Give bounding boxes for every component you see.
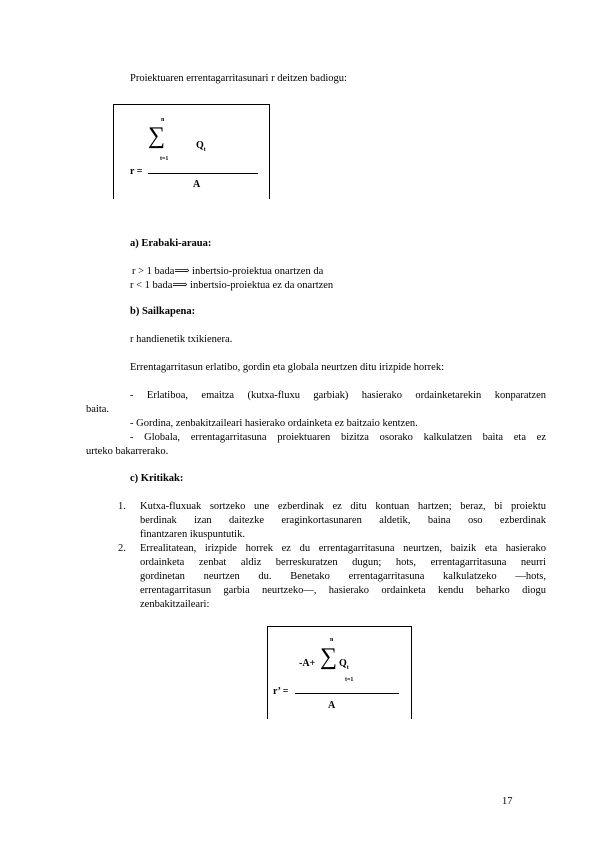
formula2-term: $Q_t$	[339, 658, 349, 671]
formula2-sum-lower: t=1	[345, 677, 354, 683]
formula1-sum-symbol: ∑	[148, 123, 166, 149]
critique-1-number: 1.	[118, 501, 126, 512]
formula2-prefix: -A+	[299, 658, 316, 669]
section-a-rule-2: r < 1 bada⟹ inbertsio-proiektua ez da onartzen	[130, 280, 334, 291]
formula2-fraction-line	[295, 693, 399, 694]
formula2-sum-upper: n	[330, 637, 334, 643]
critique-1-line3: finantzaren ikuspuntutik.	[140, 529, 245, 540]
formula1-fraction-line	[148, 173, 258, 174]
formula-box-r-prime	[267, 626, 412, 719]
formula2-lhs: r’ =	[273, 686, 289, 697]
bullet-global-line2: urteko bakarrerako.	[86, 446, 169, 457]
critique-2-number: 2.	[118, 543, 126, 554]
critique-2-line2: ordainketa zenbat aldiz berreskuratzen dugun; hots, errentagarritasuna neurri	[140, 557, 546, 568]
critique-2-line4: errentagarritasun garbia neurtzeko—, hasierako ordainketa kendu beharko diogu	[140, 585, 546, 596]
critique-2-line5: zenbakitzaileari:	[140, 599, 210, 610]
critique-2-line3: gordinetan neurtzen du. Benetako errentagarritasuna kalkulatzeko —hots,	[140, 571, 546, 582]
critique-2-line1: Errealitatean, irizpide horrek ez du errentagarritasuna neurtzen, baizik eta hasierako	[140, 543, 546, 554]
formula2-sum-symbol: ∑	[320, 644, 338, 670]
formula2-denominator: A	[328, 700, 336, 711]
bullet-global-line1: - Globala, errentagarritasuna proiektuaren bizitza osorako kalkulatzen baita eta ez	[130, 432, 546, 443]
bullet-relative-line1: - Erlatiboa, emaitza (kutxa-fluxu garbiak) hasierako ordainketarekin konparatzen	[130, 390, 546, 401]
bullet-relative-line2: baita.	[86, 404, 110, 415]
critique-1-line2: berdinak izan daitezke eraginkortasunaren aldetik, baina oso ezberdinak	[140, 515, 546, 526]
formula1-sum-upper: n	[161, 117, 165, 123]
section-a-heading: a) Erabaki-araua:	[130, 238, 212, 249]
section-c-heading: c) Kritikak:	[130, 473, 184, 484]
formula-box-r	[113, 104, 270, 199]
page-number: 17	[502, 796, 513, 807]
formula1-term: $Q_t$	[196, 140, 206, 153]
section-b-heading: b) Sailkapena:	[130, 306, 196, 317]
formula1-sum-lower: t=1	[160, 156, 169, 162]
formula1-lhs: r =	[130, 166, 143, 177]
measure-intro: Errentagarritasun erlatibo, gordin eta globala neurtzen ditu irizpide horrek:	[130, 362, 445, 373]
section-a-rule-1: r > 1 bada⟹ inbertsio-proiektua onartzen da	[132, 266, 324, 277]
formula1-denominator: A	[193, 179, 201, 190]
critique-1-line1: Kutxa-fluxuak sortzeko une ezberdinak ez ditu kontuan hartzen; beraz, bi proiektu	[140, 501, 546, 512]
bullet-gross: - Gordina, zenbakitzaileari hasierako ordainketa ez baitzaio kentzen.	[130, 418, 418, 429]
section-b-text: r handienetik txikienera.	[130, 334, 233, 345]
intro-text: Proiektuaren errentagarritasunari r deitzen badiogu:	[130, 73, 347, 84]
